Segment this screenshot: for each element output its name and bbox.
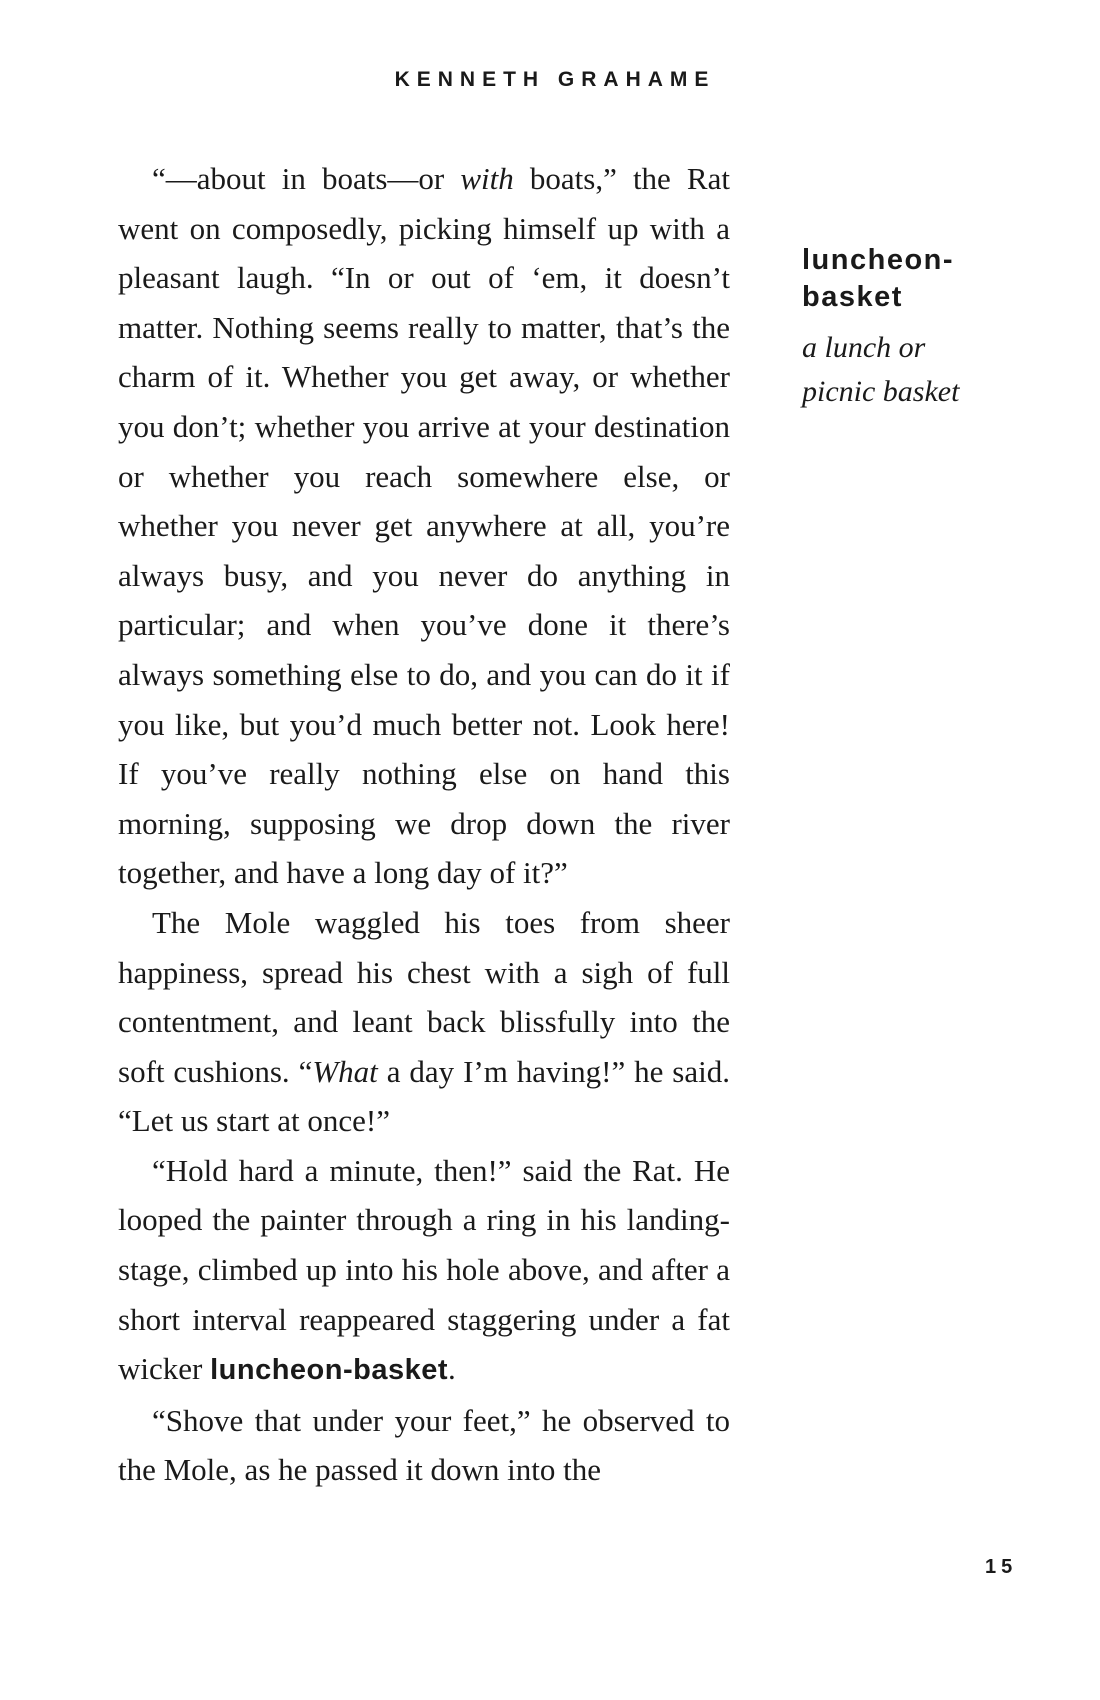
paragraph-1-text-a: “—about in boats—or (152, 161, 461, 196)
paragraph-2-italic: What (312, 1053, 378, 1089)
paragraph-4-text-a: “Shove that under your feet,” he observed to the Mole, as he passed it down into the (118, 1402, 730, 1488)
glossary-term-inline: luncheon-basket (210, 1354, 449, 1387)
paragraph-3-text-b: . (448, 1351, 456, 1387)
paragraph-4 (118, 1396, 730, 1495)
paragraph-3 (118, 1146, 730, 1396)
glossary-definition-line-2: picnic basket (802, 375, 960, 408)
running-head: KENNETH GRAHAME (394, 68, 716, 91)
glossary-term (802, 242, 1002, 316)
glossary-sidebar (802, 242, 1002, 414)
paragraph-2 (118, 898, 730, 1146)
glossary-definition (802, 326, 1002, 414)
paragraph-1-text-b: boats,” the Rat went on composedly, picking himself up with a pleasant laugh. “In or out of ‘em, it doesn’t matter. Nothing seems really to matter, that’s the charm of it. Whether you get away, or whether you don’t; whether you arrive at your destination or whether you reach somewhere else, or whether you never get anywhere at all, you’re always busy, and you never do anything in particular; and when you’ve done it there’s always something else to do, and you can do it if you like, but you’d much better not. Look here! If you’ve really nothing else on hand this morning, supposing we drop down the river together, and have a long day of it?” (118, 161, 730, 891)
glossary-term-line-2: basket (802, 281, 903, 313)
paragraph-1-italic: with (460, 161, 514, 196)
glossary-definition-line-1: a lunch or (802, 331, 926, 364)
paragraph-2-text-a: The Mole waggled his toes from sheer happiness, spread his chest with a sigh of full contentment, and leant back blissfully into the soft cushions. “ (118, 904, 730, 1089)
glossary-term-line-1: luncheon- (802, 244, 955, 276)
paragraph-1 (118, 154, 730, 898)
paragraph-2-text-b: a day I’m having!” he said. “Let us start at once!” (118, 1053, 730, 1139)
body-text (118, 154, 730, 1495)
paragraph-3-text-a: “Hold hard a minute, then!” said the Rat. He looped the painter through a ring in his landing-stage, climbed up into his hole above, and after a short interval reappeared staggering under a fat wicker (118, 1152, 730, 1387)
page-number: 15 (985, 1556, 1018, 1578)
